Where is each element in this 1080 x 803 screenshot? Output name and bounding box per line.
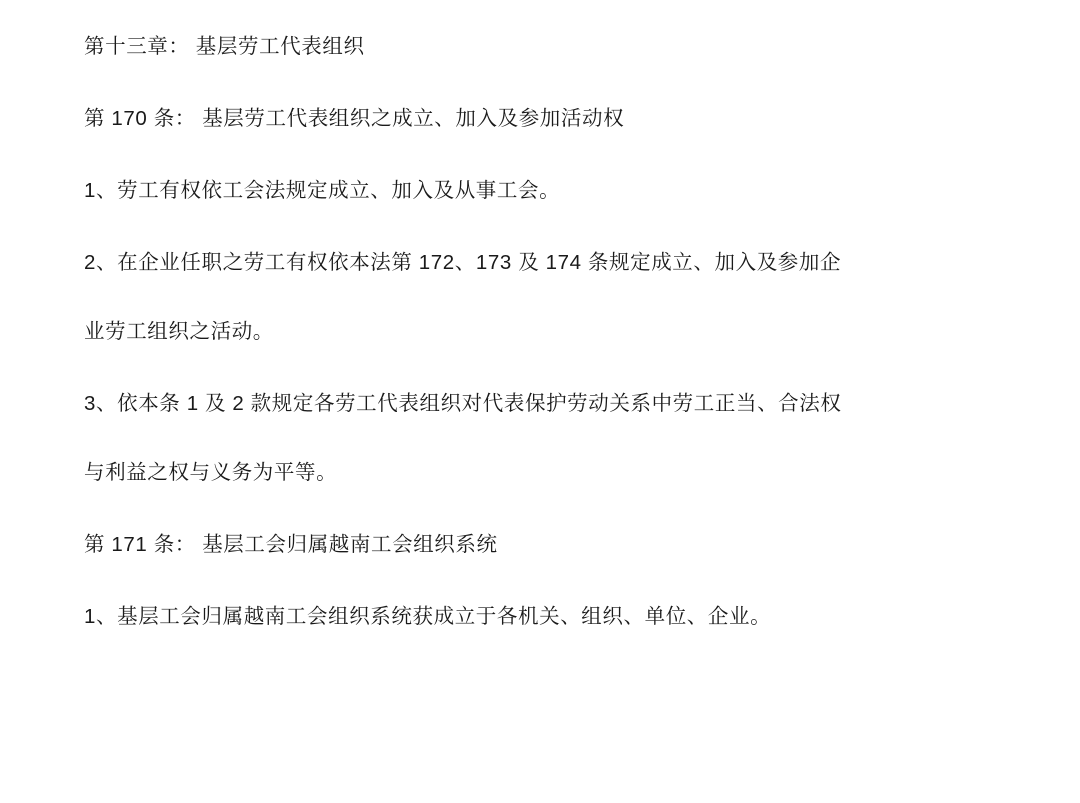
- article-170-clause-3-line-1: 3、依本条 1 及 2 款规定各劳工代表组织对代表保护劳动关系中劳工正当、合法权: [84, 392, 842, 415]
- chapter-heading: 第十三章： 基层劳工代表组织: [84, 35, 365, 58]
- article-171-heading: 第 171 条： 基层工会归属越南工会组织系统: [84, 533, 498, 556]
- document-text-body: [84, 34, 1008, 629]
- article-170-clause-2-line-2: 业劳工组织之活动。: [84, 320, 274, 343]
- article-171-clause-1: 1、基层工会归属越南工会组织系统获成立于各机关、组织、单位、企业。: [84, 605, 772, 628]
- article-170-clause-1: 1、劳工有权依工会法规定成立、加入及从事工会。: [84, 179, 561, 202]
- article-170-clause-2-line-1: 2、在企业任职之劳工有权依本法第 172、173 及 174 条规定成立、加入及参加企: [84, 251, 842, 274]
- article-170-heading: 第 170 条： 基层劳工代表组织之成立、加入及参加活动权: [84, 107, 625, 130]
- article-170-clause-3-line-2: 与利益之权与义务为平等。: [84, 461, 338, 484]
